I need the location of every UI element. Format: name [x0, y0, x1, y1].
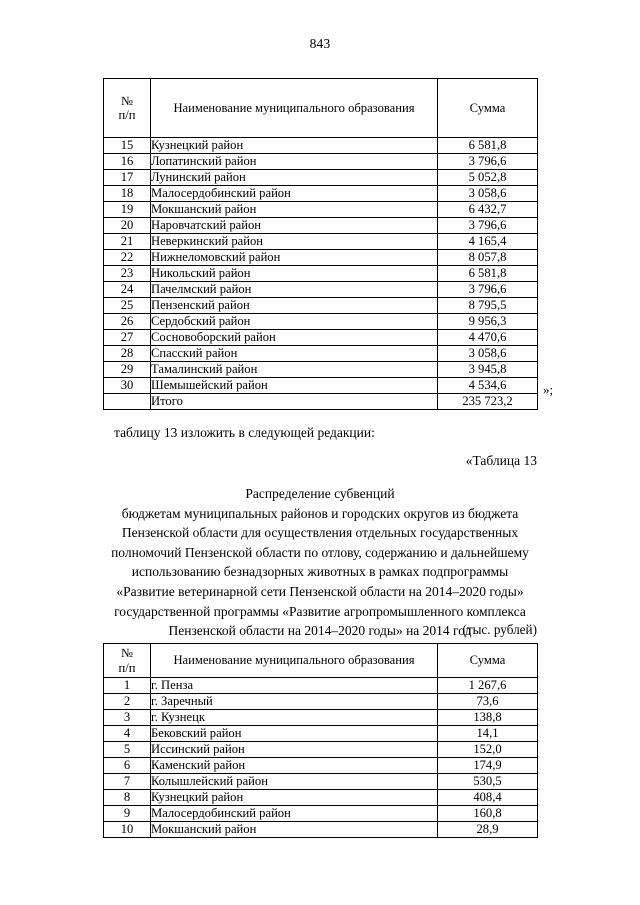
cell-municipality-name: Мокшанский район [151, 822, 438, 838]
cell-municipality-name: Сосновоборский район [151, 330, 438, 346]
closing-quote-mark: »; [543, 382, 554, 397]
cell-municipality-name: Кузнецкий район [151, 790, 438, 806]
table-row [104, 202, 538, 218]
cell-municipality-name: Сердобский район [151, 314, 438, 330]
table-row [104, 314, 538, 330]
column-header-sum: Сумма [438, 79, 538, 138]
table-title-line: Пензенской области для осуществления отдельных государственных [121, 525, 519, 541]
table-row [104, 362, 538, 378]
cell-municipality-name: Неверкинский район [151, 234, 438, 250]
cell-row-number: 23 [104, 266, 151, 282]
cell-municipality-name: Лопатинский район [151, 154, 438, 170]
table-row [104, 378, 538, 394]
table-row [104, 742, 538, 758]
cell-row-number: 29 [104, 362, 151, 378]
column-header-number: № п/п [104, 79, 151, 138]
cell-row-number: 17 [104, 170, 151, 186]
cell-row-number: 16 [104, 154, 151, 170]
cell-sum-value: 8 795,5 [438, 298, 538, 314]
table-title-line: Пензенской области на 2014–2020 годы» на 2014 год [168, 623, 472, 639]
table-row [104, 822, 538, 838]
cell-row-number: 27 [104, 330, 151, 346]
table-title-line: полномочий Пензенской области по отлову, содержанию и дальнейшему [111, 544, 529, 560]
cell-row-number: 8 [104, 790, 151, 806]
cell-sum-value: 3 796,6 [438, 218, 538, 234]
table-row [104, 234, 538, 250]
cell-row-number: 3 [104, 710, 151, 726]
cell-sum-value: 3 058,6 [438, 186, 538, 202]
subvention-table-continued [103, 78, 538, 410]
cell-municipality-name: Наровчатский район [151, 218, 438, 234]
cell-row-number: 25 [104, 298, 151, 314]
cell-sum-value: 3 058,6 [438, 346, 538, 362]
cell-row-number: 6 [104, 758, 151, 774]
cell-sum-value: 152,0 [438, 742, 538, 758]
table-row [104, 758, 538, 774]
table-row [104, 154, 538, 170]
lead-in-text: таблицу 13 изложить в следующей редакции: [114, 425, 375, 440]
cell-municipality-name: Бековский район [151, 726, 438, 742]
cell-municipality-name: Лунинский район [151, 170, 438, 186]
cell-sum-value: 4 470,6 [438, 330, 538, 346]
cell-sum-value: 530,5 [438, 774, 538, 790]
table-title-line: государственной программы «Развитие агропромышленного комплекса [114, 603, 526, 619]
table-row [104, 138, 538, 154]
cell-row-number: 7 [104, 774, 151, 790]
table-row [104, 346, 538, 362]
cell-sum-value: 408,4 [438, 790, 538, 806]
cell-municipality-name: г. Пенза [151, 678, 438, 694]
table-title-line: Распределение субвенций [245, 486, 395, 501]
cell-sum-value: 6 432,7 [438, 202, 538, 218]
cell-row-number: 10 [104, 822, 151, 838]
table-row [104, 710, 538, 726]
cell-sum-value: 138,8 [438, 710, 538, 726]
table-row [104, 806, 538, 822]
table-header-row [104, 79, 538, 138]
cell-sum-value: 160,8 [438, 806, 538, 822]
cell-row-number: 26 [104, 314, 151, 330]
units-note: (тыс. рублей) [462, 622, 537, 637]
cell-row-number [104, 394, 151, 410]
cell-municipality-name: Никольский район [151, 266, 438, 282]
table-title-line: бюджетам муниципальных районов и городских округов из бюджета [121, 505, 519, 521]
cell-sum-value: 3 796,6 [438, 282, 538, 298]
cell-municipality-name: Колышлейский район [151, 774, 438, 790]
table-title-line: использованию безнадзорных животных в рамках подпрограммы [131, 564, 509, 580]
table-row [104, 394, 538, 410]
cell-municipality-name: Спасский район [151, 346, 438, 362]
cell-sum-value: 28,9 [438, 822, 538, 838]
table-row [104, 790, 538, 806]
cell-row-number: 15 [104, 138, 151, 154]
cell-sum-value: 4 165,4 [438, 234, 538, 250]
cell-row-number: 20 [104, 218, 151, 234]
table-body [104, 138, 538, 410]
cell-row-number: 28 [104, 346, 151, 362]
cell-municipality-name: Кузнецкий район [151, 138, 438, 154]
table-row [104, 250, 538, 266]
subvention-table-new [103, 643, 538, 838]
cell-municipality-name: Каменский район [151, 758, 438, 774]
cell-row-number: 24 [104, 282, 151, 298]
table-title-block [80, 484, 560, 641]
cell-sum-value: 73,6 [438, 694, 538, 710]
column-header-name: Наименование муниципального образования [151, 644, 438, 678]
table-row [104, 186, 538, 202]
cell-sum-value: 6 581,8 [438, 138, 538, 154]
cell-municipality-name: Пачелмский район [151, 282, 438, 298]
cell-municipality-name: Итого [151, 394, 438, 410]
cell-row-number: 4 [104, 726, 151, 742]
cell-sum-value: 8 057,8 [438, 250, 538, 266]
table-row [104, 726, 538, 742]
cell-municipality-name: Шемышейский район [151, 378, 438, 394]
cell-row-number: 22 [104, 250, 151, 266]
cell-municipality-name: Нижнеломовский район [151, 250, 438, 266]
table-row [104, 282, 538, 298]
cell-row-number: 18 [104, 186, 151, 202]
table-row [104, 694, 538, 710]
table-header-row [104, 644, 538, 678]
table-row [104, 678, 538, 694]
table-row [104, 298, 538, 314]
cell-municipality-name: г. Кузнецк [151, 710, 438, 726]
table-label: «Таблица 13 [465, 453, 537, 468]
column-header-sum: Сумма [438, 644, 538, 678]
cell-municipality-name: Иссинский район [151, 742, 438, 758]
cell-row-number: 2 [104, 694, 151, 710]
cell-sum-value: 9 956,3 [438, 314, 538, 330]
column-header-number: № п/п [104, 644, 151, 678]
cell-sum-value: 3 945,8 [438, 362, 538, 378]
table-title-line: «Развитие ветеринарной сети Пензенской области на 2014–2020 годы» [116, 583, 524, 599]
table-body [104, 678, 538, 838]
table-row [104, 330, 538, 346]
cell-sum-value: 3 796,6 [438, 154, 538, 170]
cell-sum-value: 4 534,6 [438, 378, 538, 394]
cell-row-number: 21 [104, 234, 151, 250]
cell-municipality-name: Пензенский район [151, 298, 438, 314]
cell-sum-value: 1 267,6 [438, 678, 538, 694]
cell-row-number: 1 [104, 678, 151, 694]
table-row [104, 218, 538, 234]
cell-row-number: 5 [104, 742, 151, 758]
cell-municipality-name: Малосердобинский район [151, 186, 438, 202]
cell-row-number: 30 [104, 378, 151, 394]
table-row [104, 774, 538, 790]
cell-municipality-name: Малосердобинский район [151, 806, 438, 822]
cell-sum-value: 174,9 [438, 758, 538, 774]
table-row [104, 170, 538, 186]
page-number: 843 [309, 36, 331, 51]
cell-row-number: 19 [104, 202, 151, 218]
table-row [104, 266, 538, 282]
cell-municipality-name: Мокшанский район [151, 202, 438, 218]
cell-sum-value: 235 723,2 [438, 394, 538, 410]
cell-sum-value: 14,1 [438, 726, 538, 742]
cell-municipality-name: г. Заречный [151, 694, 438, 710]
cell-sum-value: 6 581,8 [438, 266, 538, 282]
cell-sum-value: 5 052,8 [438, 170, 538, 186]
column-header-name: Наименование муниципального образования [151, 79, 438, 138]
cell-municipality-name: Тамалинский район [151, 362, 438, 378]
cell-row-number: 9 [104, 806, 151, 822]
